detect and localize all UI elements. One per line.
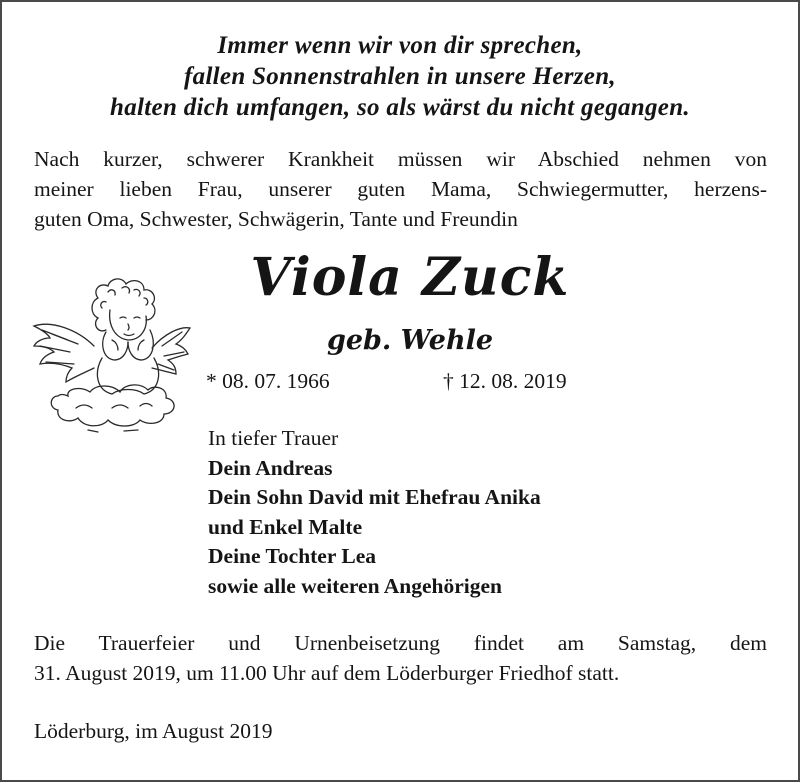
service-line: Die Trauerfeier und Urnenbeisetzung findet am Samstag, dem bbox=[34, 631, 767, 655]
place-date: Löderburg, im August 2019 bbox=[34, 719, 273, 743]
poem bbox=[20, 30, 780, 123]
mourner-line: sowie alle weiteren Angehörigen bbox=[208, 573, 502, 598]
angel-icon bbox=[28, 268, 193, 433]
maiden-name: geb. Wehle bbox=[326, 325, 494, 356]
poem-line: Immer wenn wir von dir sprechen, bbox=[217, 32, 583, 59]
mourners-block bbox=[208, 424, 541, 601]
intro-text bbox=[34, 144, 767, 234]
mourner-line: Deine Tochter Lea bbox=[208, 544, 377, 568]
service-info bbox=[34, 628, 767, 688]
poem-line: fallen Sonnenstrahlen in unsere Herzen, bbox=[184, 63, 616, 90]
poem-line: halten dich umfangen, so als wärst du nicht gegangen. bbox=[110, 94, 690, 121]
mourner-line: Dein Sohn David mit Ehefrau Anika bbox=[208, 485, 541, 509]
mourner-line: und Enkel Malte bbox=[208, 514, 363, 539]
deceased-name: Viola Zuck bbox=[250, 247, 570, 308]
death-date: † 12. 08. 2019 bbox=[443, 369, 567, 393]
intro-line: Nach kurzer, schwerer Krankheit müssen wir Abschied nehmen von bbox=[34, 147, 767, 171]
mourners-lead: In tiefer Trauer bbox=[208, 426, 339, 450]
intro-line: guten Oma, Schwester, Schwägerin, Tante und Freundin bbox=[34, 207, 518, 231]
service-line: 31. August 2019, um 11.00 Uhr auf dem Löderburger Friedhof statt. bbox=[34, 661, 620, 685]
birth-date: * 08. 07. 1966 bbox=[206, 369, 330, 393]
mourner-line: Dein Andreas bbox=[208, 455, 333, 480]
intro-line: meiner lieben Frau, unserer guten Mama, Schwiegermutter, herzens- bbox=[34, 177, 767, 201]
